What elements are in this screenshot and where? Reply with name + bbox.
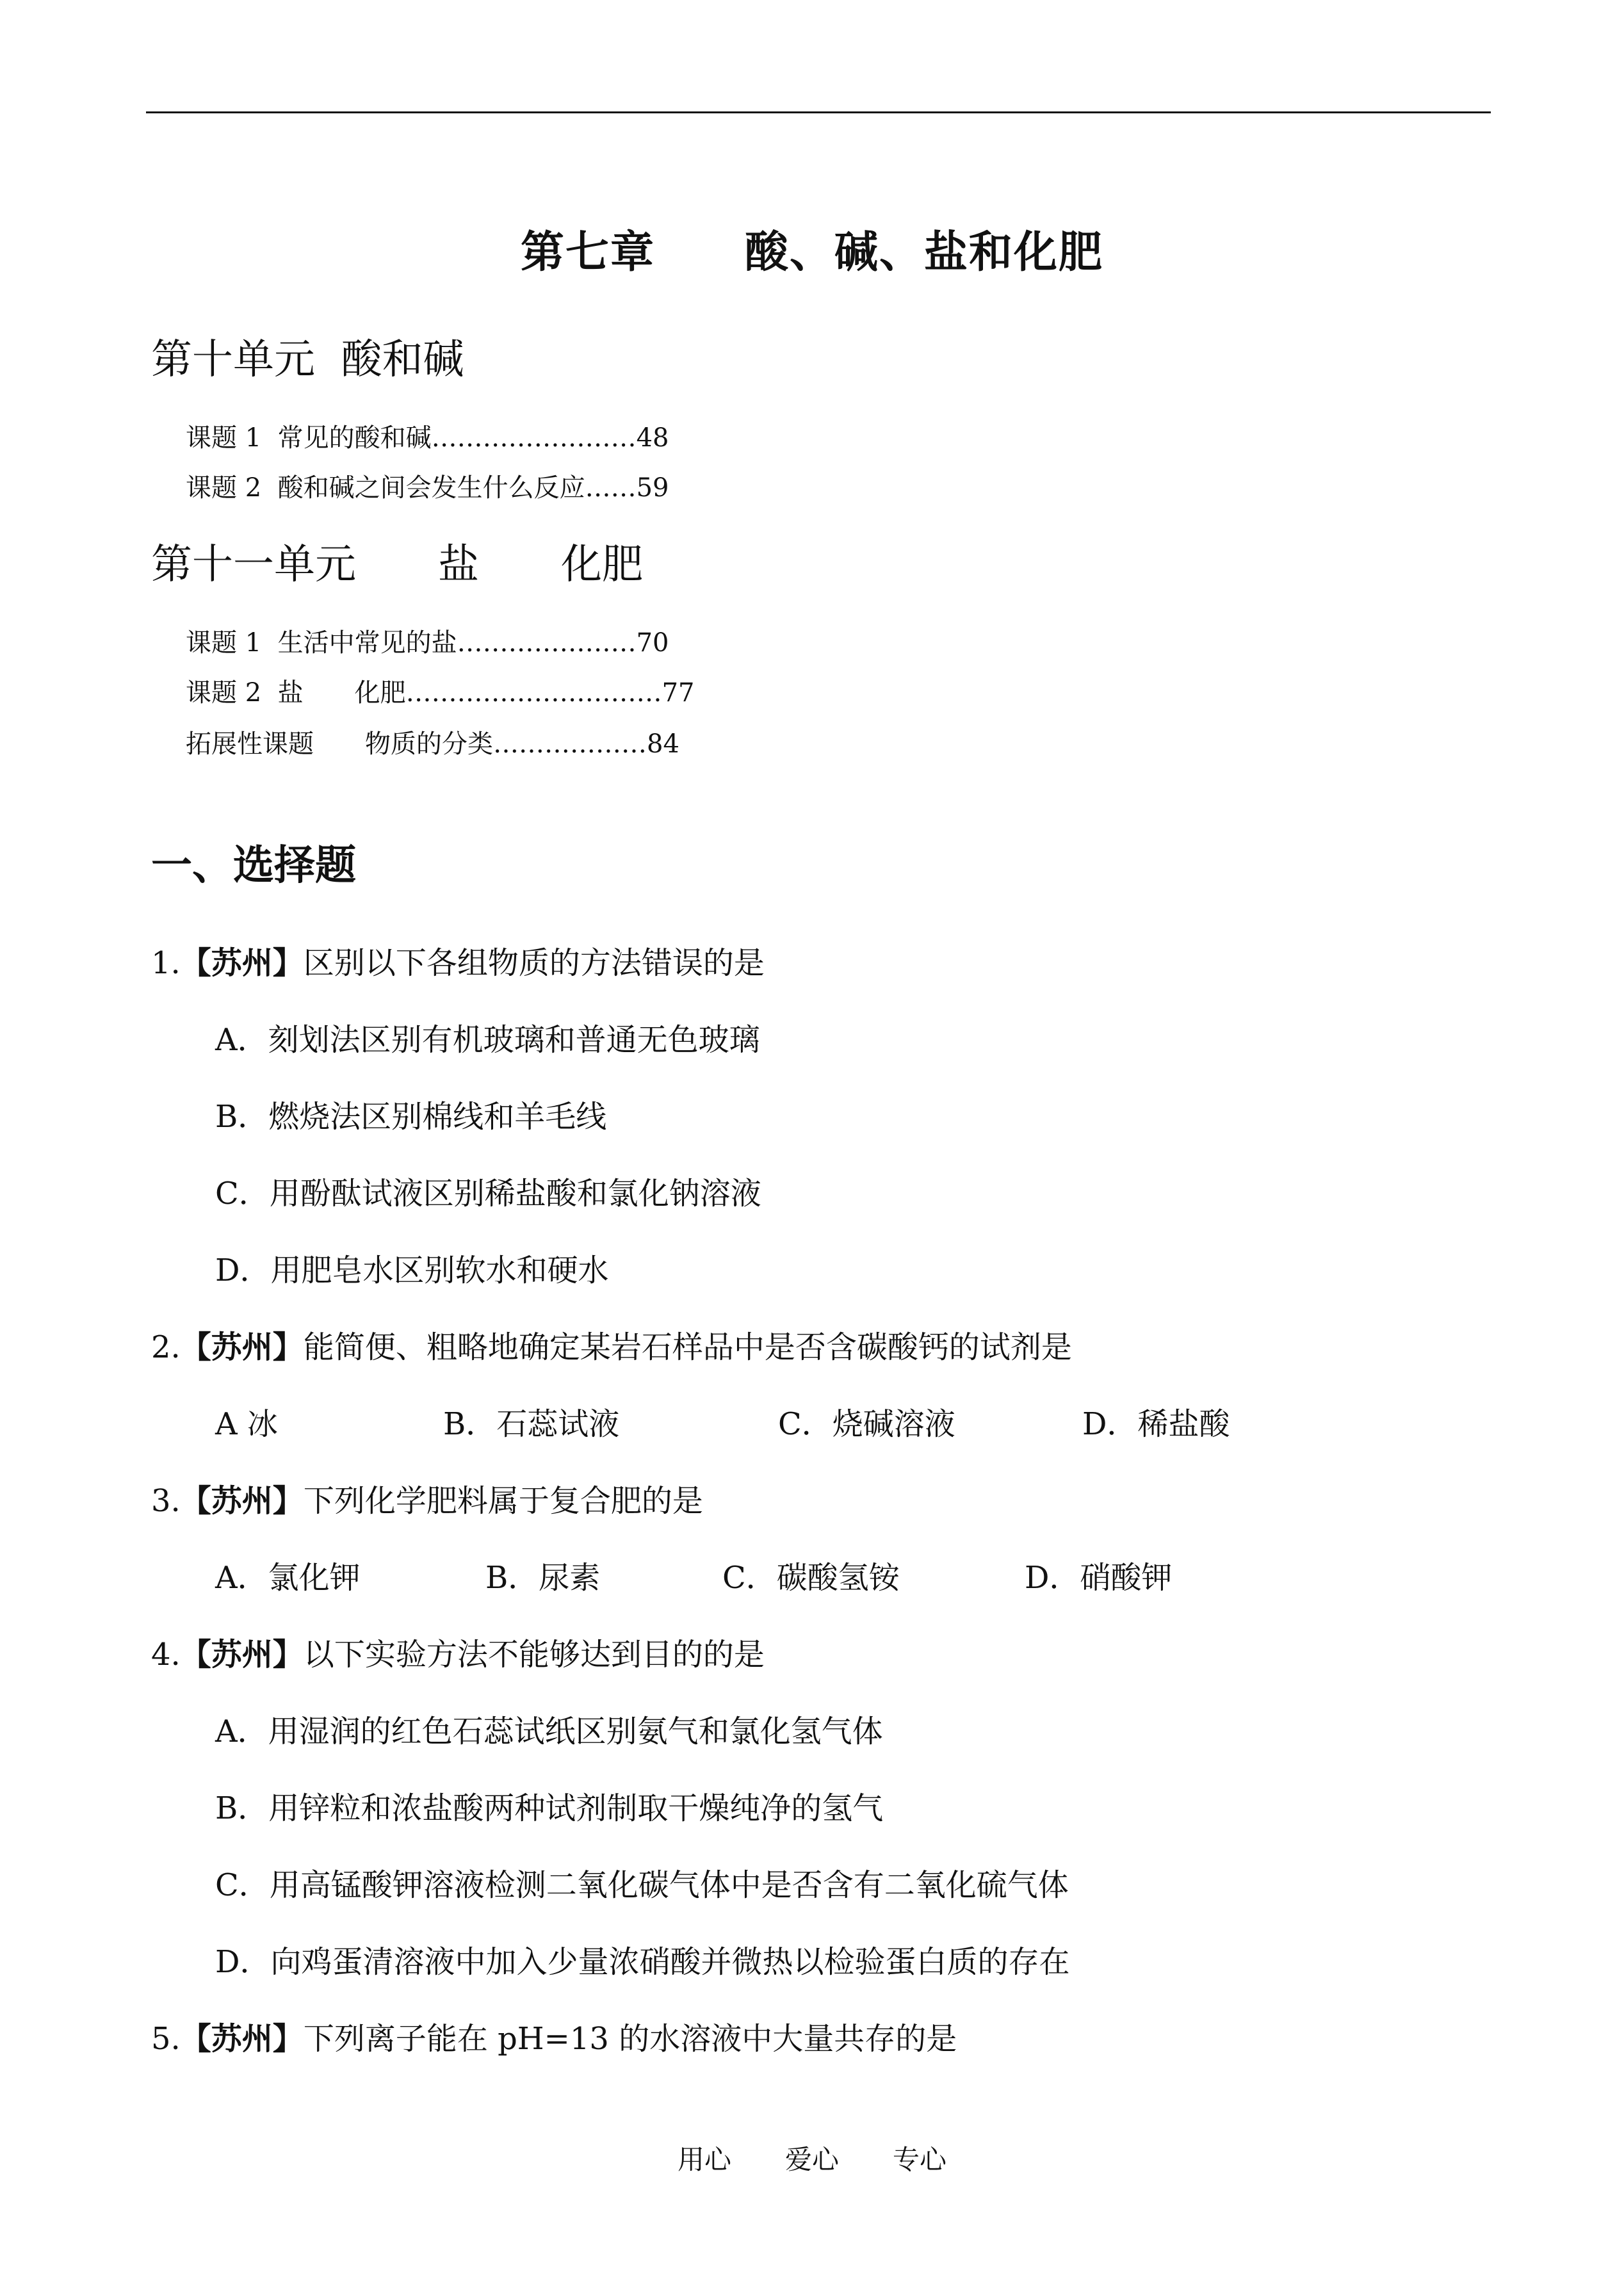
question-source: 【苏州】 [180, 1483, 304, 1519]
question-number: 1. [151, 945, 181, 981]
question-number: 4. [151, 1637, 181, 1673]
option: D．向鸡蛋清溶液中加入少量浓硝酸并微热以检验蛋白质的存在 [215, 1944, 1070, 1980]
option: C．用酚酞试液区别稀盐酸和氯化钠溶液 [215, 1176, 761, 1212]
toc-entry: 课题 2 盐 化肥…………………………77 [186, 678, 695, 708]
question-source: 【苏州】 [180, 945, 304, 981]
question-5 [151, 2014, 957, 2058]
option: B．尿素 [485, 1560, 601, 1596]
question-stem: 区别以下各组物质的方法错误的是 [303, 945, 765, 981]
question-number: 2. [151, 1329, 181, 1365]
option: C．烧碱溶液 [778, 1406, 955, 1442]
option: C．用高锰酸钾溶液检测二氧化碳气体中是否含有二氧化硫气体 [215, 1867, 1069, 1903]
question-1 [151, 938, 765, 982]
option: A．刻划法区别有机玻璃和普通无色玻璃 [215, 1022, 760, 1058]
option: C．碳酸氢铵 [722, 1560, 900, 1596]
option: A．氯化钾 [215, 1560, 361, 1596]
option: D．用肥皂水区别软水和硬水 [215, 1253, 609, 1288]
page-footer: 用心 爱心 专心 [677, 2144, 946, 2175]
unit-title-11: 第十一单元 盐 化肥 [151, 541, 643, 588]
toc-entry: 拓展性课题 物质的分类………………84 [186, 729, 679, 759]
question-number: 5. [151, 2021, 181, 2057]
option: D．稀盐酸 [1082, 1406, 1230, 1442]
toc-entry: 课题 2 酸和碱之间会发生什么反应……59 [186, 473, 669, 503]
question-number: 3. [151, 1483, 181, 1519]
question-source: 【苏州】 [180, 1329, 304, 1365]
question-stem: 以下实验方法不能够达到目的的是 [303, 1637, 765, 1673]
section-title: 一、选择题 [151, 842, 356, 889]
question-stem: 下列化学肥料属于复合肥的是 [303, 1483, 703, 1519]
chapter-title: 第七章 酸、碱、盐和化肥 [520, 227, 1103, 278]
question-3 [151, 1476, 703, 1520]
option: B．燃烧法区别棉线和羊毛线 [215, 1099, 607, 1135]
option: B．用锌粒和浓盐酸两种试剂制取干燥纯净的氢气 [215, 1790, 884, 1826]
question-source: 【苏州】 [180, 2021, 304, 2057]
question-2 [151, 1322, 1072, 1366]
question-stem: 能简便、粗略地确定某岩石样品中是否含碳酸钙的试剂是 [303, 1329, 1072, 1365]
toc-entry: 课题 1 常见的酸和碱……………………48 [186, 423, 669, 453]
unit-title-10: 第十单元 酸和碱 [151, 336, 464, 384]
question-4 [151, 1630, 765, 1674]
option: A 冰 [215, 1406, 278, 1442]
question-source: 【苏州】 [180, 1637, 304, 1673]
option: B．石蕊试液 [443, 1406, 620, 1442]
header-rule [146, 111, 1491, 113]
toc-entry: 课题 1 生活中常见的盐…………………70 [186, 628, 669, 658]
option: A．用湿润的红色石蕊试纸区别氨气和氯化氢气体 [215, 1714, 883, 1749]
option: D．硝酸钾 [1025, 1560, 1173, 1596]
question-stem: 下列离子能在 pH=13 的水溶液中大量共存的是 [303, 2021, 957, 2057]
